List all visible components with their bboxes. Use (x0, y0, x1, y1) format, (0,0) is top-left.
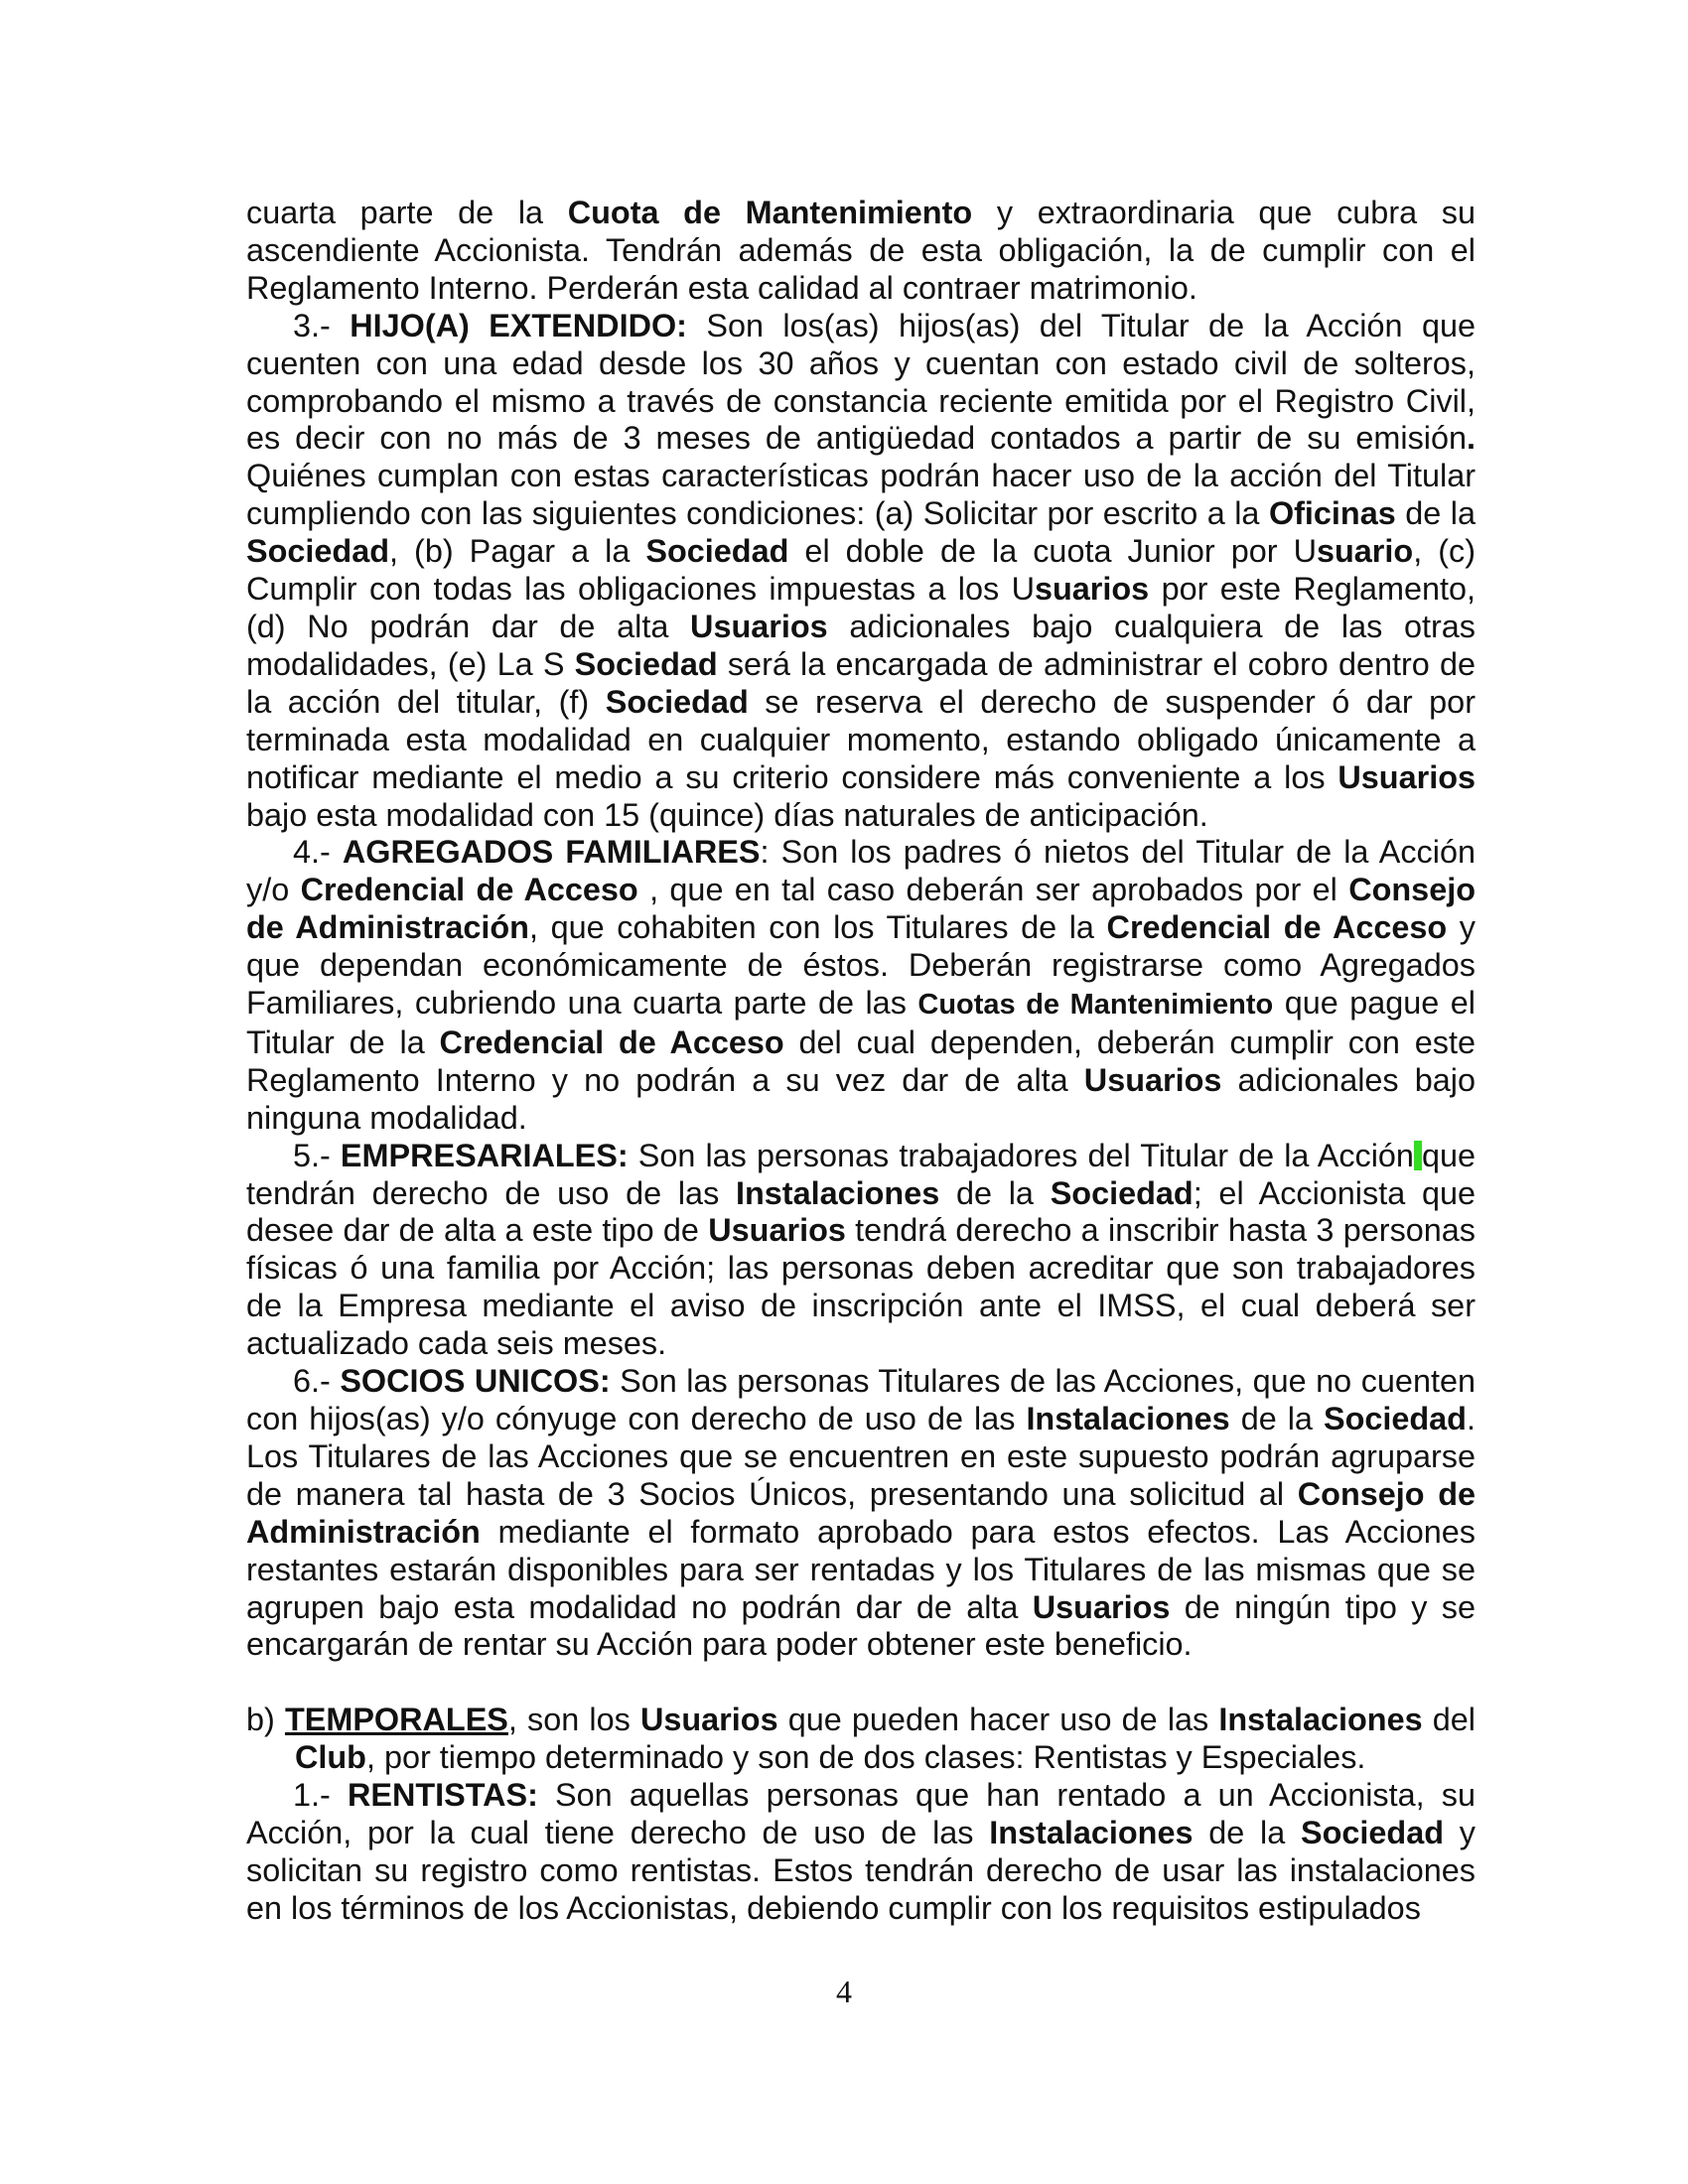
text-run: 6.- (293, 1363, 341, 1400)
text-run: Son aquellas personas que han rentado a un Accionista, su Acción, por la cual tiene derecho de uso de las (246, 1777, 1476, 1850)
text-run: Son las personas trabajadores del Titular de la Acción (628, 1137, 1414, 1173)
text-run: cuarta parte de la (246, 195, 568, 230)
text-run: , (b) Pagar a la (389, 533, 646, 570)
bold-term: Oficinas (1268, 495, 1396, 532)
bold-term: Sociedad (574, 645, 718, 682)
bold-term: Credencial de Acceso (1106, 909, 1448, 946)
paragraph-continuation (246, 195, 1476, 308)
text-run: , que en tal caso deberán ser aprobados por el (637, 872, 1349, 908)
text-run: , son los (507, 1702, 640, 1738)
bold-term: Instalaciones (1026, 1401, 1230, 1436)
bold-term: SOCIOS UNICOS: (340, 1363, 611, 1400)
bold-term: Sociedad (246, 533, 390, 570)
paragraph-rentistas (246, 1777, 1476, 1928)
bold-term: Credencial de Acceso (439, 1024, 784, 1060)
paragraph-temporales (246, 1702, 1476, 1777)
bold-term: suarios (1034, 571, 1150, 608)
text-run: de la (1229, 1401, 1324, 1436)
text-run: que tendrán derecho de uso de las (246, 1137, 1476, 1211)
text-run: Quiénes cumplan con estas características podrán hacer uso de la acción del Titular cumpliendo con las siguientes condiciones: (a) Solicitar por escrito a la (246, 458, 1476, 532)
text-run: del cual dependen, deberán cumplir con este Reglamento Interno y no podrán a su vez dar de alta (246, 1024, 1477, 1098)
bold-term: Instalaciones (1218, 1702, 1423, 1738)
text-run: del (1422, 1702, 1476, 1738)
text-run: el doble de la cuota Junior por U (788, 533, 1317, 570)
bold-term: Usuarios (1032, 1588, 1171, 1625)
text-run: Son los(as) hijos(as) del Titular de la Acción que cuenten con una edad desde los 30 años y cuentan con estado civil de solteros, comprobando el mismo a través de constancia reciente emitida por el Registro Civil, es decir con no más de 3 meses de antigüedad contados a partir de su emisión (246, 307, 1476, 457)
bold-term: AGREGADOS FAMILIARES (342, 834, 761, 871)
bold-term: Sociedad (645, 533, 789, 570)
text-run: , (c) Cumplir con todas las obligaciones impuestas a los U (246, 533, 1476, 608)
text-run: de la (1193, 1814, 1302, 1850)
paragraph-socios-unicos (246, 1363, 1476, 1664)
bold-term: Club (295, 1739, 366, 1776)
page-number: 4 (836, 1974, 852, 2009)
bold-term: Usuarios (639, 1702, 778, 1738)
bold-term: Sociedad (1323, 1401, 1467, 1436)
bold-term: Credencial de Acceso (300, 872, 638, 908)
paragraph-agregados-familiares (246, 834, 1476, 1137)
bold-term: suario (1316, 533, 1414, 570)
text-run: adicionales bajo cualquiera de las otras modalidades, (e) La S (246, 608, 1476, 682)
text-run: Son las personas Titulares de las Acciones, que no cuenten con hijos(as) y/o cónyuge con derecho de uso de las (246, 1363, 1476, 1436)
text-run: de ningún tipo y se encargarán de rentar su Acción para poder obtener este beneficio. (246, 1588, 1476, 1663)
paragraph-hijo-extendido (246, 308, 1476, 835)
bold-term: Cuota de Mantenimiento (567, 195, 973, 230)
text-run: se reserva el derecho de suspender ó dar por terminada esta modalidad en cualquier momento, estando obligado únicamente a notificar mediante el medio a su criterio considere más conveniente a los (246, 683, 1476, 795)
text-run: . Los Titulares de las Acciones que se encuentren en este supuesto podrán agruparse de manera tal hasta de 3 Socios Únicos, presentando una solicitud al (246, 1401, 1476, 1512)
text-run: y solicitan su registro como rentistas. Estos tendrán derecho de usar las instalaciones en los términos de los Accionistas, debiendo cumplir con los requisitos estipulados (246, 1814, 1476, 1926)
text-run: será la encargada de administrar el cobro dentro de la acción del titular, (f) (246, 645, 1477, 720)
bold-term: EMPRESARIALES: (340, 1137, 629, 1173)
text-run: bajo esta modalidad con 15 (quince) días naturales de anticipación. (246, 796, 1208, 833)
text-run: , que cohabiten con los Titulares de la (528, 909, 1107, 946)
text-run: y extraordinaria que cubra su ascendiente Accionista. Tendrán además de esta obligación, la de cumplir con el Reglamento Interno. Perderán esta calidad al contraer matrimonio. (246, 195, 1476, 306)
bold-term: RENTISTAS: (347, 1777, 538, 1814)
text-run: tendrá derecho a inscribir hasta 3 personas físicas ó una familia por Acción; las personas deben acreditar que son trabajadores de la Empresa mediante el aviso de inscripción ante el IMSS, el cual deberá ser actualizado cada seis meses. (246, 1212, 1476, 1362)
bold-term: Consejo de Administración (246, 1475, 1476, 1550)
text-run: y que dependan económicamente de éstos. Deberán registrarse como Agregados Familiares, cubriendo una cuarta parte de las (246, 909, 1476, 1022)
text-run: que pague el Titular de la (246, 985, 1477, 1060)
text-run: adicionales bajo ninguna modalidad. (246, 1061, 1476, 1136)
bold-term: Instalaciones (989, 1814, 1194, 1850)
bold-term: Usuarios (690, 608, 828, 644)
text-run: por este Reglamento,(d) No podrán dar de alta (246, 571, 1477, 644)
bold-term: Sociedad (605, 683, 749, 720)
text-run: de la (939, 1174, 1051, 1211)
bold-term: TEMPORALES (284, 1702, 508, 1738)
document-body (246, 195, 1476, 1928)
text-run: 1.- (293, 1777, 348, 1814)
text-run: b) (246, 1702, 285, 1738)
text-run: ; el Accionista que desee dar de alta a este tipo de (246, 1174, 1476, 1249)
bold-term: Usuarios (708, 1212, 846, 1249)
bold-term: HIJO(A) EXTENDIDO: (350, 307, 687, 343)
text-run: 5.- (293, 1137, 341, 1173)
text-run: : Son los padres ó nietos del Titular de la Acción y/o (246, 834, 1476, 908)
text-run: de la (1395, 495, 1476, 532)
text-run: mediante el formato aprobado para estos efectos. Las Acciones restantes estarán disponibles para ser rentadas y los Titulares de las mismas que se agrupen bajo esta modalidad no podrán dar de alta (246, 1513, 1476, 1625)
bold-term: Consejo de Administración (246, 872, 1476, 946)
text-run: , por tiempo determinado y son de dos clases: Rentistas y Especiales. (365, 1739, 1366, 1776)
text-run: 3.- (293, 307, 351, 343)
text-run: 4.- (293, 834, 343, 871)
text-highlight-mark (1414, 1141, 1422, 1170)
text-run: que pueden hacer uso de las (777, 1702, 1219, 1738)
bold-term: Usuarios (1083, 1061, 1222, 1098)
bold-term: Usuarios (1337, 758, 1476, 795)
bold-term: Sociedad (1050, 1174, 1194, 1211)
bold-term: . (1467, 420, 1476, 457)
bold-term: Cuotas de Mantenimiento (917, 989, 1274, 1022)
bold-term: Instalaciones (736, 1174, 940, 1211)
bold-term: Sociedad (1301, 1814, 1445, 1850)
paragraph-empresariales (246, 1138, 1476, 1363)
